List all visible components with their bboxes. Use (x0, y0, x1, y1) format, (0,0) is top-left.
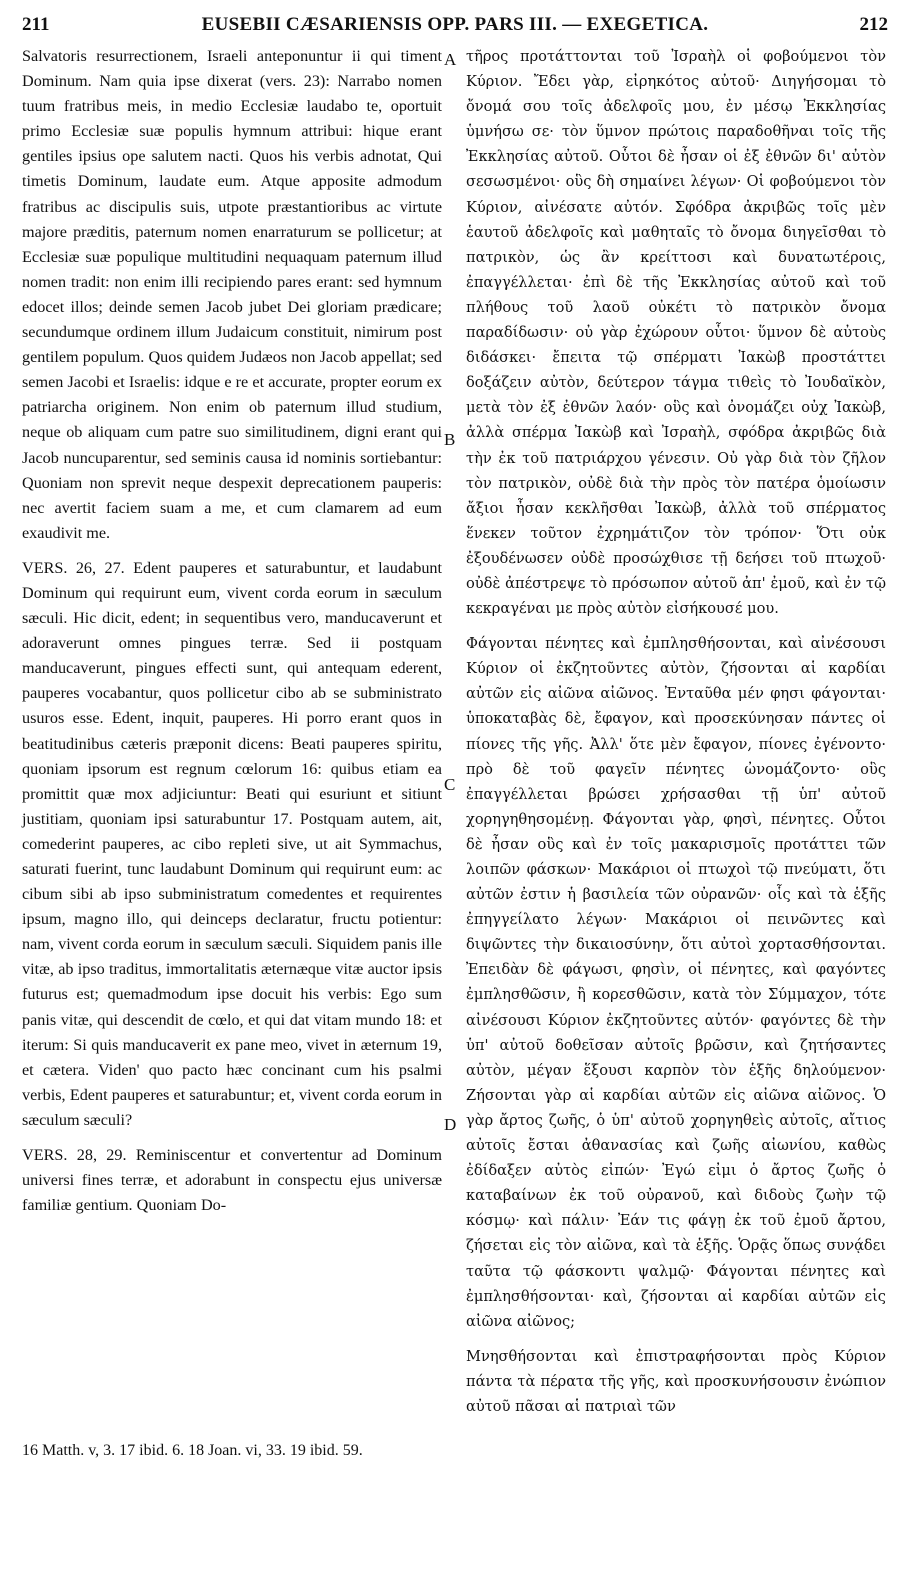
greek-column (466, 44, 886, 1419)
greek-paragraph-3: Μνησθήσονται καὶ ἐπιστραφήσονται πρὸς Κύριον πάντα τὰ πέρατα τῆς γῆς, καὶ προσκυνήσουσιν ἐνώπιον αὐτοῦ πᾶσαι αἱ πατριαὶ τῶν (466, 1347, 886, 1415)
page-number-left: 211 (22, 14, 50, 35)
margin-letter-d: D (444, 1115, 457, 1134)
footnotes: 16 Matth. v, 3. 17 ibid. 6. 18 Joan. vi, 33. 19 ibid. 59. (22, 1442, 363, 1459)
latin-paragraph-1: Salvatoris resurrectionem, Israeli anteponuntur ii qui timent Dominum. Nam quia ipse dixerat (vers. 23): Narrabo nomen tuum fratribus meis, in medio Ecclesiæ laudabo te, oportuit primo Ecclesiæ suæ populis hymnum attribui: hique erant gentiles ipsius ope salutem nacti. Quos his verbis adnotat, Qui timetis Dominum, laudate eum. Atque apposite admodum fratribus ac discipulis suis, utpote præstantioribus ac virtute majore præditis, paternum nomen enarraturum se pollicetur; at Ecclesiæ suæ populique multitudini nequaquam paternum illud nomen tradit: non enim illi recipiendo pares erant: sed hymnum edocet illos; deinde semen Jacob jubet Dei gloriam prædicare; secundumque ordinem illum Judaicum constituit, nimirum post gentilem populum. Quos quidem Judæos non Jacob appellat; sed semen Jacobi et Israelis: idque e re et accurate, propter eorum ex patriarcha originem. Non enim ob paternum illud studium, neque ob aliquam cum patre suo similitudinem, digni erant qui Jacob nuncuparentur, sed seminis causa id nominis sortiebantur: Quoniam non sprevit neque despexit deprecationem pauperis: nec avertit faciem suam a me, et cum clamarem ad eum exaudivit me. (22, 47, 442, 542)
margin-letter-b: B (444, 430, 456, 449)
page-header (22, 14, 888, 40)
running-title: EUSEBII CÆSARIENSIS OPP. PARS III. — EXEGETICA. (201, 14, 709, 35)
greek-paragraph-1: τῆρος προτάττονται τοῦ Ἰσραὴλ οἱ φοβούμενοι τὸν Κύριον. Ἔδει γὰρ, εἰρηκότος αὐτοῦ· Διηγήσομαι τὸ ὄνομά σου τοῖς ἀδελφοῖς μου, ἐν μέσῳ Ἐκκλησίας ὑμνήσω σε· τὸν ὕμνον πρώτοις παραδοθῆναι τοῖς τῆς Ἐκκλησίας αὐτοῦ. Οὗτοι δὲ ἦσαν οἱ ἐξ ἐθνῶν δι' αὐτὸν σεσωσμένοι· οὓς δὴ σημαίνει λέγων· Οἱ φοβούμενοι τὸν Κύριον, αἰνέσατε αὐτόν. Σφόδρα ἀκριβῶς τοῖς μὲν ἑαυτοῦ ἀδελφοῖς καὶ μαθηταῖς τὸ ὄνομα διηγεῖσθαι τὸ πατρικὸν, ὡς ἂν κρείττοσι καὶ δυνατωτέροις, ἐπαγγέλλεται· ἐπὶ δὲ τῆς Ἐκκλησίας αὐτοῦ καὶ τοῦ πλήθους τοῦ λαοῦ οὐκέτι τὸ πατρικὸν ὄνομα παραδίδωσιν· οὐ γὰρ ἐχώρουν οὗτοι· ὕμνον δὲ αὐτοὺς διδάσκει· ἔπειτα τῷ σπέρματι Ἰακὼβ προστάττει δοξάζειν αὐτὸν, δεύτερον τάγμα τιθεὶς τὸ Ἰουδαϊκὸν, μετὰ τὸν ἐξ ἐθνῶν λαόν· οὓς καὶ ὀνομάζει οὐχ Ἰακὼβ, ἀλλὰ σπέρμα Ἰακὼβ καὶ Ἰσραὴλ, σφόδρα ἀκριβῶς διὰ τὴν ἐκ τοῦ πατριάρχου γένεσιν. Οὐ γὰρ διὰ τὸν ζῆλον τὸν πατρικὸν, οὐδὲ διὰ τὴν πρὸς τὸν πατέρα ὁμοίωσιν ἄξιοι ἦσαν κεκλῆσθαι Ἰακὼβ, ἀλλὰ τοῦ σπέρματος ἕνεκεν τοῦτον ἐχρημάτιζον τὸν τρόπον· Ὅτι οὐκ ἐξουδένωσεν οὐδὲ προσώχθισε τῇ δεήσει τοῦ πτωχοῦ· οὐδὲ ἀπέστρεψε τὸ πρόσωπον αὐτοῦ ἀπ' ἐμοῦ, καὶ ἐν τῷ κεκραγέναι με πρὸς αὐτὸν εἰσήκουσέ μου. (466, 48, 886, 618)
greek-paragraph-2: Φάγονται πένητες καὶ ἐμπλησθήσονται, καὶ αἰνέσουσι Κύριον οἱ ἐκζητοῦντες αὐτὸν, ζήσονται αἱ καρδίαι αὐτῶν εἰς αἰῶνα αἰῶνος. Ἐνταῦθα μέν φησι φάγονται· ὑποκαταβὰς δὲ, ἔφαγον, καὶ προσεκύνησαν πάντες οἱ πίονες τῆς γῆς. Ἀλλ' ὅτε μὲν ἔφαγον, πίονες ἐγένοντο· πρὸ δὲ τοῦ φαγεῖν πένητες ὠνομάζοντο· οὓς ἐπαγγέλλεται βρώσει χρήσασθαι τῇ ὑπ' αὐτοῦ χορηγηθησομένῃ. Φάγονται γὰρ, φησὶ, πένητες. Οὗτοι δὲ ἦσαν οὓς καὶ ἐν τοῖς μακαρισμοῖς προτάττει τῶν λοιπῶν φάσκων· Μακάριοι οἱ πτωχοὶ τῷ πνεύματι, ὅτι αὐτῶν ἐστιν ἡ βασιλεία τῶν οὐρανῶν· οἷς καὶ τὰ ἑξῆς ἐπηγγείλατο λέγων· Μακάριοι οἱ πεινῶντες καὶ διψῶντες τὴν δικαιοσύνην, ὅτι αὐτοὶ χορτασθήσονται. Ἐπειδὰν δὲ φάγωσι, φησὶν, οἱ πένητες, καὶ φαγόντες ἐμπλησθῶσιν, ἢ κορεσθῶσιν, κατὰ τὸν Σύμμαχον, τότε αἰνέσουσι Κύριον ἐκζητοῦντες αὐτόν· φαγόντες δὲ τὴν ὑπ' αὐτοῦ δοθεῖσαν αὐτοῖς βρῶσιν, καὶ ζητήσαντες αὐτὸν, μέγαν ἕξουσι καρπὸν τὸν ἑξῆς δηλούμενον· Ζήσονται γὰρ αἱ καρδίαι αὐτῶν εἰς αἰῶνα αἰῶνος. Ὁ γὰρ ἄρτος ζωῆς, ὁ ὑπ' αὐτοῦ χορηγηθεὶς αὐτοῖς, αἴτιος αὐτοῖς ἔσται ἀθανασίας καὶ ζωῆς αἰωνίου, καθὼς ἐδίδαξεν αὐτὸς εἰπών· Ἐγώ εἰμι ὁ ἄρτος ζωῆς ὁ καταβαίνων ἐκ τοῦ οὐρανοῦ, καὶ διδοὺς ζωὴν τῷ κόσμῳ· καὶ πάλιν· Ἐάν τις φάγῃ ἐκ τοῦ ἐμοῦ ἄρτου, ζήσεται εἰς τὸν αἰῶνα, καὶ τὰ ἑξῆς. Ὁρᾷς ὅπως συνᾴδει ταῦτα τῷ φάσκοντι ψαλμῷ· Φάγονται πένητες καὶ ἐμπλησθήσονται· καὶ, ζήσονται αἱ καρδίαι αὐτῶν εἰς αἰῶνα αἰῶνος; (466, 635, 886, 1330)
page-number-right: 212 (859, 14, 888, 35)
margin-letter-c: C (444, 775, 456, 794)
latin-column (22, 44, 442, 1218)
margin-letter-a: A (444, 50, 457, 69)
latin-paragraph-3: VERS. 28, 29. Reminiscentur et convertentur ad Dominum universi fines terræ, et adorabunt in conspectu ejus universæ familiæ gentium. Quoniam Do- (22, 1146, 442, 1215)
latin-paragraph-2: VERS. 26, 27. Edent pauperes et saturabuntur, et laudabunt Dominum qui requirunt eum, vivent corda eorum in sæculum sæculi. Hic dicit, edent; in sequentibus vero, manducaverunt et adoraverunt omnes pingues terræ. Sed ii postquam manducaverunt, pingues effecti sunt, qui antequam ederent, pauperes vocabantur, quos pollicetur cibo ab se subministrato usuros esse. Edent, inquit, pauperes. Hi porro erant quos in beatitudinibus cæteris præponit dicens: Beati pauperes spiritu, quoniam ipsorum est regnum cœlorum 16: quibus etiam ea promittit quæ mox adjiciuntur: Beati qui esuriunt et sitiunt justitiam, quoniam ipsi saturabuntur 17. Postquam autem, ait, comederint pauperes, ac cibo repleti sive, ut ait Symmachus, saturati fuerint, tunc laudabunt Dominum qui requirunt eum: ac cibum sibi ab ipso subministratum comedentes et requirentes ipsum, magno illo, qui deinceps declaratur, fructu potientur: nam, vivent corda eorum in sæculum sæculi. Siquidem panis ille vitæ, ab ipso traditus, immortalitatis æternæque vitæ auctor ipsis futurus est; quemadmodum ipse docuit his verbis: Ego sum panis vitæ, qui descendit de cœlo, et qui dat vitam mundo 18: et iterum: Si quis manducaverit ex pane meo, vivet in æternum 19, et cætera. Viden' quo pacto hæc concinant cum his psalmi verbis, Edent pauperes et saturabuntur; et, vivent corda eorum in sæculum sæculi? (22, 558, 442, 1129)
